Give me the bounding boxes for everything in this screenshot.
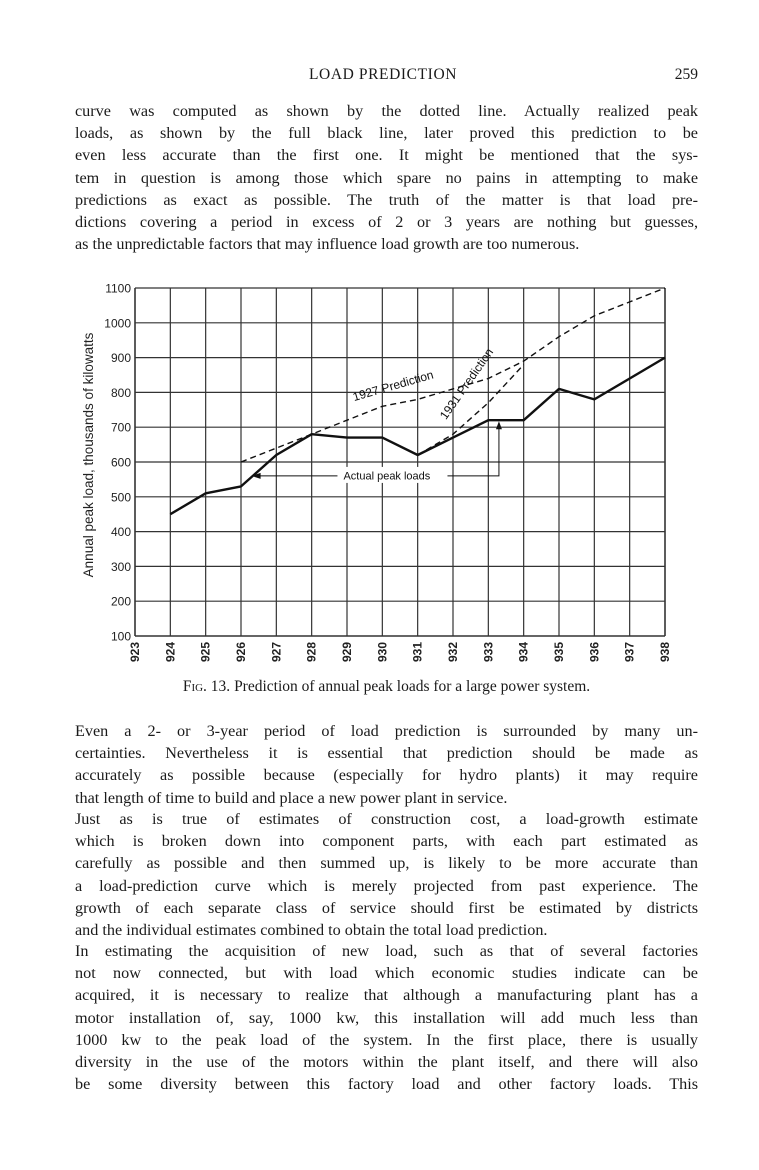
text-line: even less accurate than the first one. It might be mentioned that the sys- — [75, 146, 698, 165]
x-tick-label: 938 — [658, 642, 672, 663]
grid-layer — [135, 288, 665, 636]
text-line: that length of time to build and place a new power plant in service. — [75, 788, 508, 807]
y-tick-label: 1000 — [104, 316, 131, 331]
leader-arrowhead-right — [496, 421, 502, 429]
figure-13-chart — [75, 280, 685, 670]
figure-caption — [75, 678, 698, 696]
y-tick-label: 800 — [110, 385, 131, 400]
annotation-1927-prediction: 1927 Prediction — [351, 367, 436, 404]
x-tick-label: 930 — [375, 642, 390, 663]
figure-caption-text: Prediction of annual peak loads for a large power system. — [234, 678, 591, 695]
text-line: diversity in the use of the motors within the plant itself, and there will also — [75, 1053, 698, 1072]
text-line: not now connected, but with load which economic studies indicate can be — [75, 964, 698, 983]
x-tick-label: 933 — [481, 642, 496, 663]
x-tick-label: 934 — [516, 642, 531, 663]
y-tick-label: 200 — [110, 594, 131, 609]
x-tick-label: 931 — [410, 642, 425, 663]
x-tick-label: 923 — [128, 642, 142, 663]
text-line: accurately as possible because (especially for hydro plants) it may require — [75, 766, 698, 785]
text-line: loads, as shown by the full black line, later proved this prediction to be — [75, 124, 698, 143]
page-header — [68, 66, 698, 90]
text-line: certainties. Nevertheless it is essential that prediction should be made as — [75, 744, 698, 763]
y-tick-label: 100 — [110, 629, 131, 644]
x-tick-label: 924 — [163, 642, 178, 663]
x-tick-label: 927 — [269, 642, 284, 663]
text-line: tem in question is among those which spare no pains in attempting to make — [75, 168, 698, 187]
text-line: be some diversity between this factory load and other factory loads. This — [75, 1075, 698, 1094]
x-tick-label: 926 — [234, 642, 248, 663]
running-title: LOAD PREDICTION — [308, 66, 458, 83]
paragraph-new-load — [75, 940, 698, 1095]
x-tick-label: 925 — [198, 642, 213, 663]
y-tick-labels — [104, 282, 131, 644]
page-number: 259 — [674, 66, 698, 83]
text-line: dictions covering a period in excess of 2 or 3 years are nothing but guesses, — [75, 213, 698, 232]
x-tick-label: 932 — [446, 642, 460, 663]
text-line: which is broken down into component parts, with each part estimated as — [75, 832, 698, 851]
text-line: carefully as possible and then summed up, is likely to be more accurate than — [75, 854, 698, 873]
text-line: as the unpredictable factors that may influence load growth are too numerous. — [75, 235, 580, 254]
annotation-actual-peak-loads: Actual peak loads — [343, 470, 431, 483]
text-line: acquired, it is necessary to realize that although a manufacturing plant has a — [75, 986, 698, 1005]
text-line: a load-prediction curve which is merely projected from past experience. The — [75, 876, 698, 895]
text-line: predictions as exact as possible. The truth of the matter is that load pre- — [75, 190, 698, 209]
text-line: Just as is true of estimates of construction cost, a load-growth estimate — [75, 810, 698, 828]
text-line: motor installation of, say, 1000 kw, this installation will add much less than — [75, 1008, 698, 1027]
text-line: In estimating the acquisition of new load, such as that of several factories — [75, 942, 698, 960]
x-tick-label: 937 — [622, 642, 637, 663]
text-line: Even a 2- or 3-year period of load prediction is surrounded by many un- — [75, 722, 698, 740]
y-tick-label: 500 — [110, 490, 131, 505]
y-tick-label: 1100 — [105, 281, 131, 296]
figure-label: Fig. 13. — [182, 678, 231, 695]
paragraph-uncertainty — [75, 720, 698, 809]
paragraph-estimates — [75, 808, 698, 941]
text-line: curve was computed as shown by the dotted line. Actually realized peak — [75, 102, 698, 120]
y-tick-label: 600 — [110, 455, 131, 470]
y-tick-label: 400 — [110, 525, 131, 540]
text-line: and the individual estimates combined to obtain the total load prediction. — [75, 921, 548, 940]
x-tick-label: 928 — [304, 642, 319, 663]
y-axis-label: Annual peak load, thousands of kilowatts — [81, 332, 96, 578]
x-tick-label: 929 — [340, 642, 354, 663]
load-prediction-chart — [75, 280, 685, 670]
text-line: growth of each separate class of service should first be estimated by districts — [75, 898, 698, 917]
paragraph-intro — [75, 100, 698, 255]
x-tick-label: 936 — [587, 642, 602, 663]
x-tick-labels — [128, 642, 672, 662]
y-tick-label: 300 — [110, 559, 131, 574]
y-tick-label: 900 — [110, 351, 131, 366]
annotation-1931-prediction: 1931 Prediction — [436, 345, 497, 422]
y-tick-label: 700 — [110, 420, 131, 435]
x-tick-label: 935 — [552, 642, 566, 663]
text-line: 1000 kw to the peak load of the system. In the first place, there is usually — [75, 1030, 698, 1049]
